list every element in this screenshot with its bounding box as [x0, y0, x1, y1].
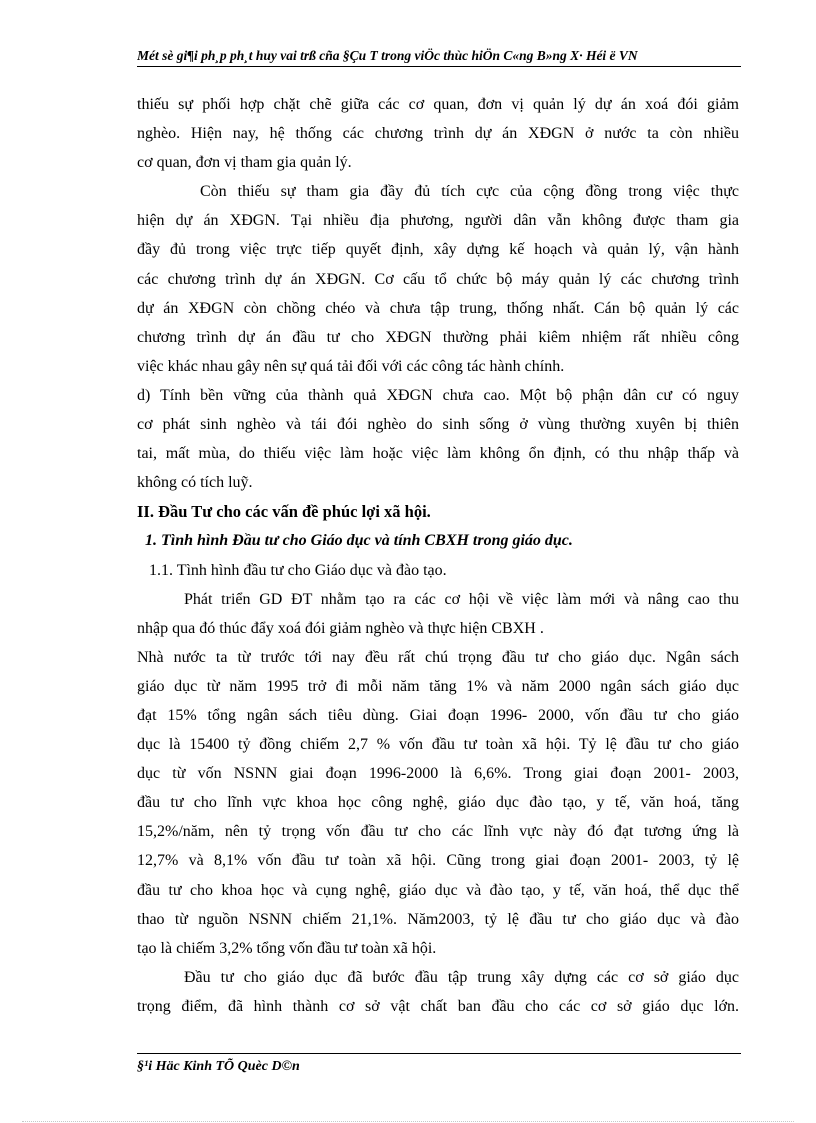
text-line: nhập qua đó thúc đẩy xoá đói giảm nghèo và thực hiện CBXH .: [137, 619, 544, 637]
text-line: Phát triển GD ĐT nhằm tạo ra các cơ hội về việc làm mới và nâng cao thu: [184, 590, 739, 608]
text-line: hiện dự án XĐGN. Tại nhiều địa phương, người dân vẫn không được tham gia: [137, 212, 739, 230]
text-line: tai, mất mùa, do thiếu việc làm hoặc việc làm không ổn định, có thu nhập thấp và: [137, 445, 739, 463]
running-footer: §¹i Häc Kinh TÕ Quèc D©n: [137, 1059, 300, 1074]
text-line: II. Đầu Tư cho các vấn đề phúc lợi xã hội.: [137, 502, 431, 522]
text-line: cơ phát sinh nghèo và tái đói nghèo do sinh sống ở vùng thường xuyên bị thiên: [137, 416, 739, 434]
text-line: 1. Tình hình Đầu tư cho Giáo dục và tính CBXH trong giáo dục.: [145, 532, 573, 550]
text-line: Còn thiếu sự tham gia đầy đủ tích cực của cộng đồng trong việc thực: [200, 183, 739, 201]
text-line: việc khác nhau gây nên sự quá tải đối với các công tác hành chính.: [137, 357, 565, 375]
text-line: tạo là chiếm 3,2% tổng vốn đầu tư toàn xã hội.: [137, 939, 437, 957]
text-line: đầy đủ trong việc trực tiếp quyết định, xây dựng kế hoạch và quản lý, vận hành: [137, 241, 739, 259]
text-line: thiếu sự phối hợp chặt chẽ giữa các cơ quan, đơn vị quản lý dự án xoá đói giảm: [137, 96, 739, 113]
text-line: 12,7% và 8,1% vốn đầu tư toàn xã hội. Cũng trong giai đoạn 2001- 2003, tỷ lệ: [137, 852, 739, 870]
text-line: dục là 15400 tỷ đồng chiếm 2,7 % vốn đầu tư toàn xã hội. Tỷ lệ đầu tư cho giáo: [137, 736, 739, 754]
footer-divider: [137, 1053, 741, 1054]
page-edge: [22, 1121, 794, 1122]
text-line: đầu tư cho khoa học và cụng nghệ, giáo dục và đào tạo, y tế, văn hoá, thể dục thể: [137, 881, 739, 899]
text-line: đạt 15% tổng ngân sách tiêu dùng. Giai đoạn 1996- 2000, vốn đầu tư cho giáo: [137, 706, 739, 724]
text-line: trọng điểm, đã hình thành cơ sở vật chất ban đầu cho các cơ sở giáo dục lớn.: [137, 997, 739, 1015]
text-line: giáo dục từ năm 1995 trở đi mỗi năm tăng 1% và năm 2000 ngân sách giáo dục: [137, 677, 739, 695]
text-line: cơ quan, đơn vị tham gia quản lý.: [137, 154, 352, 172]
text-line: Đầu tư cho giáo dục đã bước đầu tập trung xây dựng các cơ sở giáo dục: [184, 968, 739, 986]
text-line: nghèo. Hiện nay, hệ thống các chương trình dự án XĐGN ở nước ta còn nhiều: [137, 125, 739, 143]
text-line: dự án XĐGN còn chồng chéo và chưa tập trung, thống nhất. Cán bộ quản lý các: [137, 299, 739, 317]
text-line: không có tích luỹ.: [137, 474, 253, 492]
text-line: chương trình dự án đầu tư cho XĐGN thường phải kiêm nhiệm rất nhiều công: [137, 328, 739, 346]
body-text: [137, 90, 739, 1021]
text-line: đầu tư cho lĩnh vực khoa học công nghệ, giáo dục đào tạo, y tế, văn hoá, tăng: [137, 794, 739, 812]
text-line: các chương trình dự án XĐGN. Cơ cấu tổ chức bộ máy quản lý các chương trình: [137, 270, 739, 288]
text-line: 1.1. Tình hình đầu tư cho Giáo dục và đào tạo.: [149, 561, 447, 579]
header-divider: [137, 66, 741, 67]
running-header: Mét sè gi¶i ph¸p ph¸t huy vai trß cña §Çu T trong viÖc thùc hiÖn C«ng B»ng X· Héi ë VN: [137, 48, 638, 63]
text-line: thao từ nguồn NSNN chiếm 21,1%. Năm2003, tỷ lệ đầu tư cho giáo dục và đào: [137, 910, 739, 928]
text-line: dục từ vốn NSNN giai đoạn 1996-2000 là 6,6%. Trong giai đoạn 2001- 2003,: [137, 765, 739, 783]
text-line: Nhà nước ta từ trước tới nay đều rất chú trọng đầu tư cho giáo dục. Ngân sách: [137, 648, 739, 666]
text-line: d) Tính bền vững của thành quả XĐGN chưa cao. Một bộ phận dân cư có nguy: [137, 386, 739, 404]
text-line: 15,2%/năm, nên tỷ trọng vốn đầu tư cho các lĩnh vực này đó đạt tương ứng là: [137, 823, 739, 841]
